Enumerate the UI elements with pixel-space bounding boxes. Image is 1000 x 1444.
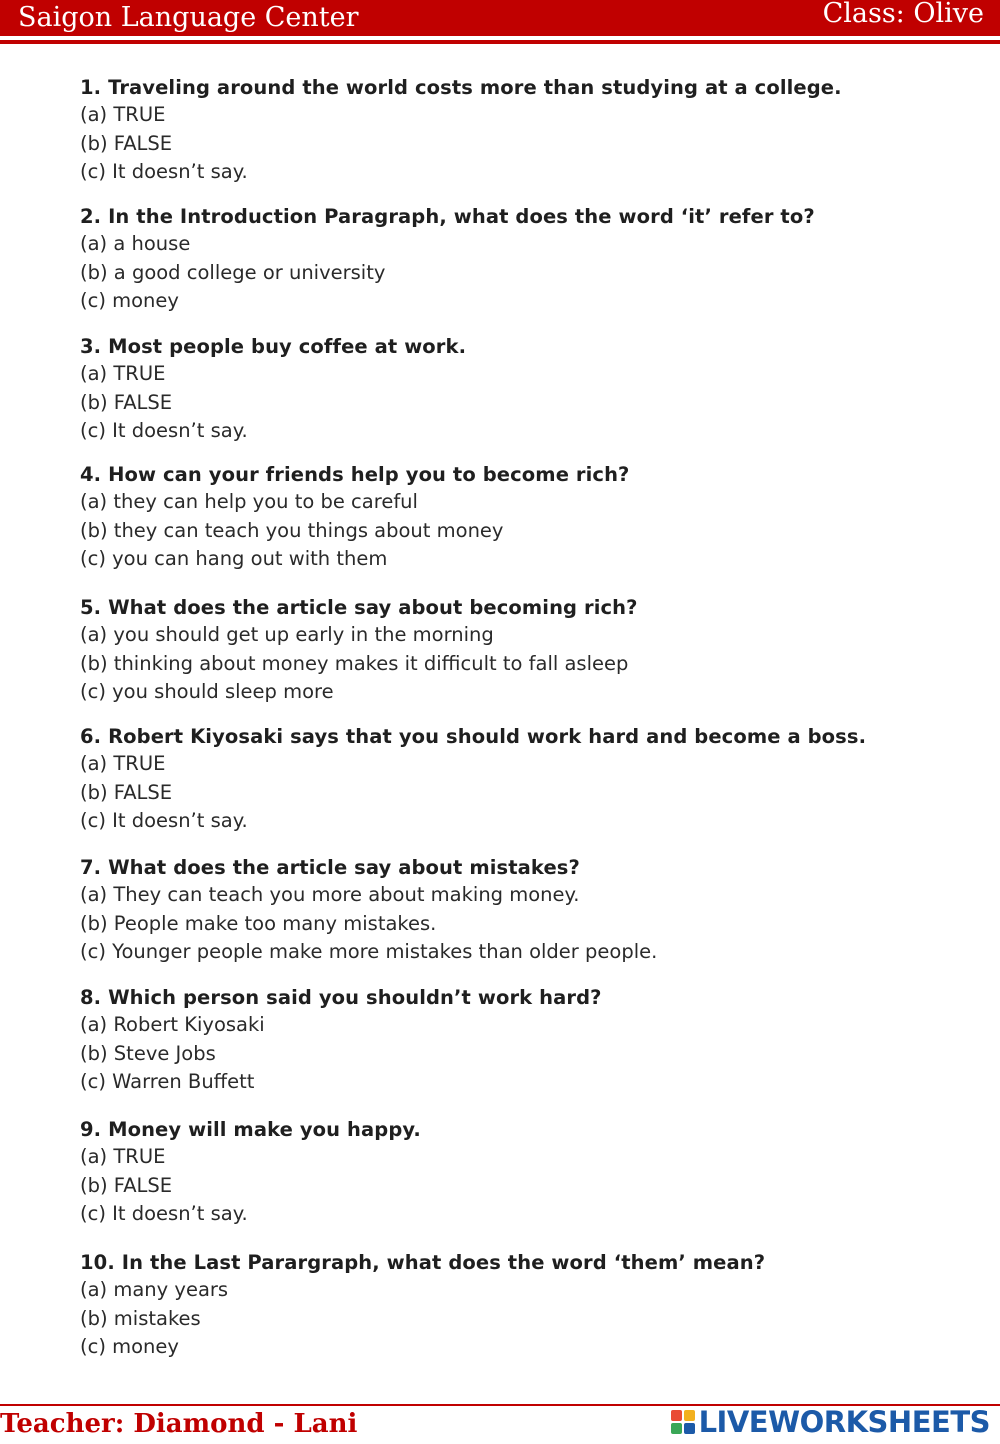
option-c[interactable]: (c) money bbox=[80, 1335, 179, 1359]
option-c[interactable]: (c) Younger people make more mistakes than older people. bbox=[80, 940, 658, 964]
question-8 bbox=[80, 985, 960, 1097]
question-title: 10. In the Last Parargraph, what does the word ‘them’ mean? bbox=[80, 1251, 766, 1274]
option-a[interactable]: (a) TRUE bbox=[80, 752, 166, 775]
option-c[interactable]: (c) It doesn’t say. bbox=[80, 160, 248, 184]
question-title: 7. What does the article say about mistakes? bbox=[80, 856, 580, 879]
question-7 bbox=[80, 855, 960, 967]
teacher-name: Teacher: Diamond - Lani bbox=[0, 1409, 358, 1439]
option-c[interactable]: (c) you should sleep more bbox=[80, 680, 334, 704]
question-6 bbox=[80, 724, 960, 836]
question-title: 2. In the Introduction Paragraph, what does the word ‘it’ refer to? bbox=[80, 205, 815, 228]
option-c[interactable]: (c) Warren Buffett bbox=[80, 1070, 255, 1094]
question-title: 5. What does the article say about becoming rich? bbox=[80, 596, 638, 619]
brand-grid-icon bbox=[671, 1410, 695, 1434]
option-c[interactable]: (c) It doesn’t say. bbox=[80, 419, 248, 443]
option-a[interactable]: (a) TRUE bbox=[80, 1145, 166, 1168]
option-c[interactable]: (c) you can hang out with them bbox=[80, 547, 388, 571]
liveworksheets-logo[interactable] bbox=[671, 1404, 990, 1440]
question-3 bbox=[80, 334, 960, 446]
option-b[interactable]: (b) FALSE bbox=[80, 780, 173, 804]
question-10 bbox=[80, 1250, 960, 1362]
question-title: 1. Traveling around the world costs more than studying at a college. bbox=[80, 76, 842, 99]
option-b[interactable]: (b) FALSE bbox=[80, 131, 173, 155]
option-b[interactable]: (b) People make too many mistakes. bbox=[80, 911, 437, 935]
option-b[interactable]: (b) FALSE bbox=[80, 1173, 173, 1197]
option-a[interactable]: (a) they can help you to be careful bbox=[80, 490, 418, 513]
header-divider bbox=[0, 40, 1000, 44]
organization-name: Saigon Language Center bbox=[18, 2, 359, 33]
question-4 bbox=[80, 462, 960, 574]
question-title: 6. Robert Kiyosaki says that you should work hard and become a boss. bbox=[80, 725, 867, 748]
option-b[interactable]: (b) FALSE bbox=[80, 390, 173, 414]
option-b[interactable]: (b) they can teach you things about money bbox=[80, 518, 504, 542]
option-b[interactable]: (b) a good college or university bbox=[80, 260, 386, 284]
option-a[interactable]: (a) many years bbox=[80, 1278, 229, 1301]
option-a[interactable]: (a) a house bbox=[80, 232, 191, 255]
class-label: Class: Olive bbox=[822, 0, 984, 29]
question-2 bbox=[80, 204, 960, 316]
question-9 bbox=[80, 1117, 960, 1229]
brand-text: LIVEWORKSHEETS bbox=[698, 1405, 990, 1439]
option-b[interactable]: (b) mistakes bbox=[80, 1306, 201, 1330]
option-a[interactable]: (a) TRUE bbox=[80, 362, 166, 385]
option-c[interactable]: (c) money bbox=[80, 289, 179, 313]
page-header bbox=[0, 0, 1000, 36]
option-a[interactable]: (a) you should get up early in the morning bbox=[80, 623, 494, 646]
option-a[interactable]: (a) Robert Kiyosaki bbox=[80, 1013, 265, 1036]
question-title: 4. How can your friends help you to become rich? bbox=[80, 463, 630, 486]
question-1 bbox=[80, 75, 960, 187]
option-b[interactable]: (b) Steve Jobs bbox=[80, 1041, 216, 1065]
option-c[interactable]: (c) It doesn’t say. bbox=[80, 1202, 248, 1226]
question-5 bbox=[80, 595, 960, 707]
option-a[interactable]: (a) They can teach you more about making money. bbox=[80, 883, 580, 906]
question-title: 8. Which person said you shouldn’t work hard? bbox=[80, 986, 602, 1009]
option-b[interactable]: (b) thinking about money makes it difficult to fall asleep bbox=[80, 651, 629, 675]
question-title: 9. Money will make you happy. bbox=[80, 1118, 421, 1141]
option-c[interactable]: (c) It doesn’t say. bbox=[80, 809, 248, 833]
option-a[interactable]: (a) TRUE bbox=[80, 103, 166, 126]
question-title: 3. Most people buy coffee at work. bbox=[80, 335, 467, 358]
